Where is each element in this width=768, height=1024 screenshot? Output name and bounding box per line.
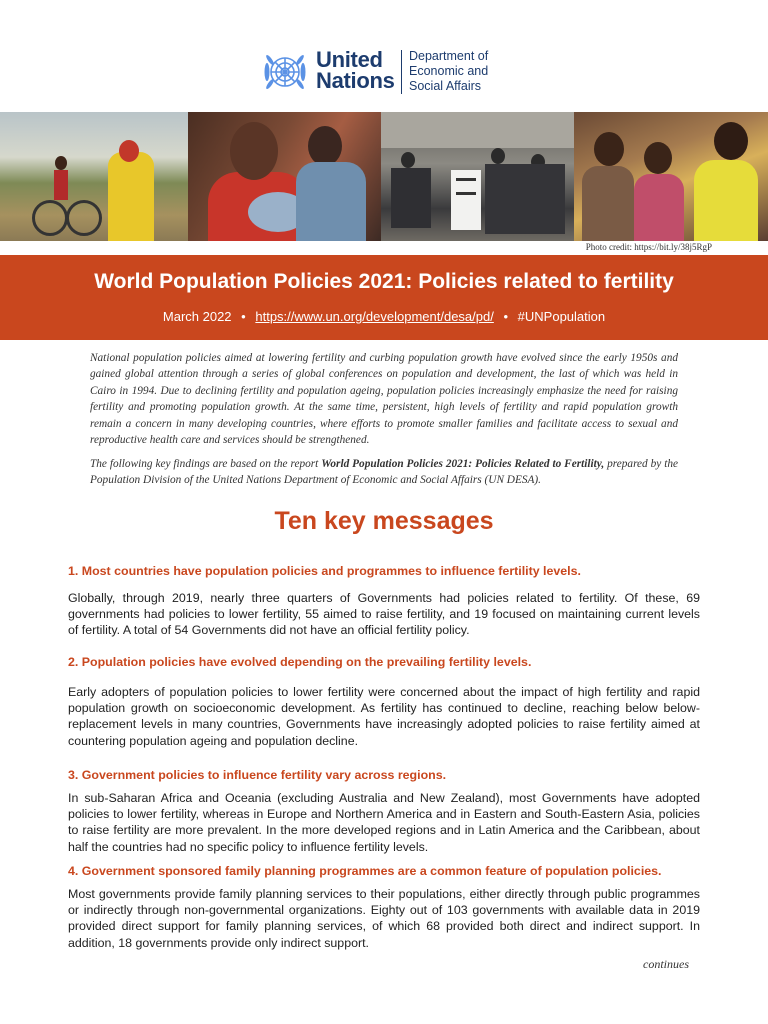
- hashtag: #UNPopulation: [517, 309, 606, 324]
- photo-family-group: [574, 112, 768, 241]
- intro-report-post: prepared by the Population Division of the United Nations Department of Economic and Social Affairs (UN DESA).: [90, 458, 678, 487]
- document-title: World Population Policies 2021: Policies related to fertility: [94, 270, 674, 293]
- photo-vaccination-area: [381, 112, 574, 241]
- message-4-body: Most governments provide family planning services to their populations, either directly through public programmes or indirectly through non-governmental organizations. Eighty out of 103 governments with available data in 2019 provided direct support for family planning services, of which 68 provided both direct and indirect support. In addition, 18 governments provide only indirect support.: [68, 887, 700, 950]
- bullet-separator: •: [241, 309, 246, 324]
- department-name: [409, 49, 488, 94]
- logo-divider: [401, 50, 402, 94]
- department-line3: Social Affairs: [409, 79, 482, 93]
- photo-woman-cyclist: [0, 112, 188, 241]
- publication-date: March 2022: [162, 309, 232, 324]
- intro-report-pre: The following key findings are based on the report: [90, 458, 322, 470]
- section-title: Ten key messages: [274, 507, 494, 535]
- bullet-separator: •: [503, 309, 509, 324]
- photo-mother-infant: [188, 112, 381, 241]
- photo-credit: Photo credit: https://bit.ly/38j5RgP: [585, 242, 712, 252]
- org-name-line2: Nations: [316, 68, 395, 93]
- message-3-heading: 3. Government policies to influence fertility vary across regions.: [68, 768, 447, 782]
- message-2-body: Early adopters of population policies to lower fertility were concerned about the impact of high fertility and rapid population growth on socioeconomic development. As fertility has continued to decline, reaching below below-replacement levels in many countries, Governments have increasingly adopted policies to raise fertility aimed at countering population ageing and population decline.: [68, 685, 700, 748]
- un-emblem-icon: [261, 48, 309, 96]
- population-division-link[interactable]: https://www.un.org/development/desa/pd/: [255, 309, 494, 324]
- department-line2: Economic and: [409, 64, 489, 78]
- message-1-body: Globally, through 2019, nearly three quarters of Governments had policies related to fertility. Of these, 69 governments had policies to lower fertility, 55 aimed to raise fertility, and 19 focused on maintaining current levels of fertility. A total of 54 Governments did not have an official fertility policy.: [68, 591, 700, 638]
- message-1-heading: 1. Most countries have population policies and programmes to influence fertility levels.: [68, 564, 581, 578]
- report-title: World Population Policies 2021: Policies Related to Fertility,: [321, 458, 605, 470]
- message-3-body: In sub-Saharan Africa and Oceania (excluding Australia and New Zealand), most Governments have adopted policies to lower fertility, whereas in Europe and Northern America and in Eastern and South-Eastern Asia, policies to raise fertility are more prevalent. In the more developed regions and in Latin America and the Caribbean, about half the countries had no specific policy to influence fertility levels.: [68, 791, 700, 854]
- department-line1: Department of: [409, 49, 489, 63]
- message-4-heading: 4. Government sponsored family planning programmes are a common feature of population policies.: [68, 864, 662, 878]
- banner-meta: [0, 309, 768, 324]
- message-2-heading: 2. Population policies have evolved depending on the prevailing fertility levels.: [68, 655, 532, 669]
- continues-note: continues: [643, 957, 689, 971]
- title-banner: [0, 255, 768, 340]
- photo-strip: [0, 112, 768, 241]
- org-name: [316, 49, 395, 91]
- intro-report-paragraph: [90, 456, 678, 489]
- intro-paragraph: National population policies aimed at lowering fertility and curbing population growth have evolved since the early 1950s and gained global attention through a series of global conferences on population and development, the last of which was held in Cairo in 1994. Due to declining fertility and population ageing, population policies increasingly emphasize the need for raising fertility and promoting population growth. At the same time, persistent, high levels of fertility and rapid population growth remain a concern in many developing countries, where efforts to promote smaller families and facilitate access to sexual and reproductive health care and services should be strengthened.: [90, 352, 678, 447]
- header: [0, 44, 768, 104]
- org-name-line1: United: [316, 47, 383, 72]
